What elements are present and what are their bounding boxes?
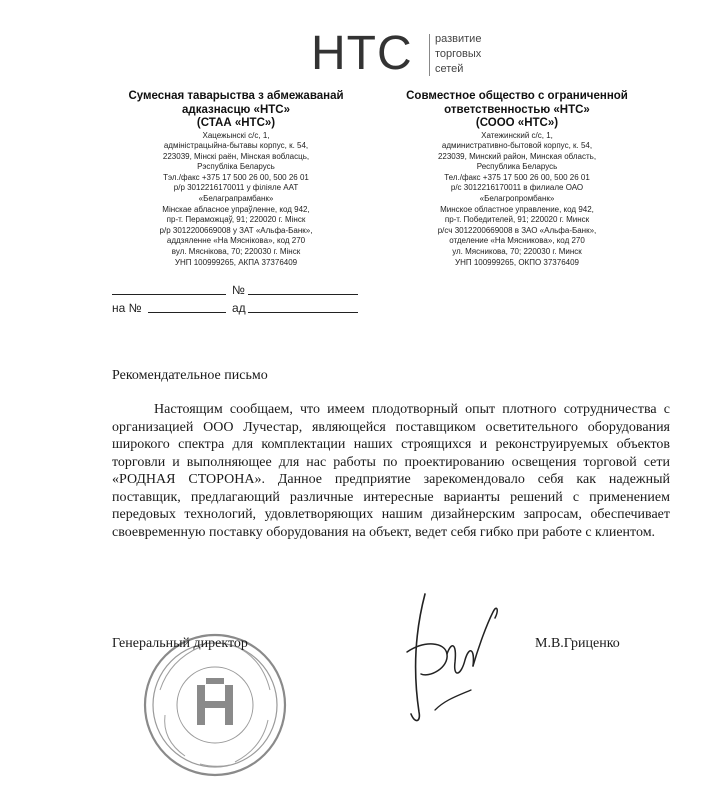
logo-divider	[429, 34, 430, 76]
org-name-line: Совместное общество с ограниченной	[406, 90, 628, 102]
org-name-line: (СООО «НТС»)	[475, 117, 559, 129]
to-number-label: на №	[112, 301, 142, 315]
from-label: ад	[232, 301, 246, 315]
letter-title: Рекомендательное письмо	[112, 368, 268, 383]
org-detail-line: Минское областное управление, код 942,	[440, 204, 594, 214]
org-detail-line: Тел./факс +375 17 500 26 00, 500 26 01	[444, 172, 590, 182]
org-detail-line: пр-т. Пераможцаў, 91; 220020 г. Мінск	[166, 215, 306, 225]
number-blank	[248, 283, 358, 295]
org-detail-line: Хацежынскі с/с, 1,	[202, 130, 270, 140]
logo-tagline	[435, 32, 481, 77]
org-detail-line: Мінскае абласное упраўленне, код 942,	[162, 204, 310, 214]
signatory-name: М.В.Гриценко	[535, 636, 620, 651]
org-detail-line: р/сч 3012200669008 в ЗАО «Альфа-Банк»,	[437, 225, 597, 235]
reference-row-incoming	[112, 301, 362, 319]
to-number-blank	[148, 301, 226, 313]
reference-row-outgoing	[112, 283, 362, 301]
logo-tagline-line: развитие	[435, 33, 482, 45]
logo-tagline-line: сетей	[435, 63, 464, 75]
letter-body	[112, 401, 670, 541]
letter-paragraph: Настоящим сообщаем, что имеем плодотворный опыт плотного сотрудничества с организацией ООО Лучестар, являющейся поставщиком осветительного оборудования широкого спектра для комплектации наших строящихся и реконструируемых объектов торговли и выполняющее для нас работы по проектированию освещения торговой сети «РОДНАЯ СТОРОНА». Данное предприятие зарекомендовало себя как надежный поставщик, предлагающий различные интересные варианты решений с применением передовых технологий, удовлетворяющих нашим дизайнерским запросам, обеспечивает своевременную поставку оборудования на объект, ведет себя гибко при работе с клиентом.	[112, 402, 670, 540]
number-label: №	[232, 283, 245, 297]
org-name-line: Сумесная таварыства з абмежаванай	[128, 90, 344, 102]
org-detail-line: р/р 3012200669008 у ЗАТ «Альфа-Банк»,	[159, 225, 313, 235]
org-detail-line: вул. Мясніковa, 70; 220030 г. Мінск	[171, 247, 301, 257]
company-logo	[311, 26, 511, 82]
org-detail-line: Тэл./факс +375 17 500 26 00, 500 26 01	[163, 172, 309, 182]
org-detail-line: УНП 100999265, ОКПО 37376409	[455, 257, 579, 267]
from-date-blank	[248, 301, 358, 313]
org-detail-line: р/с 3012216170011 в филиале ОАО	[450, 183, 584, 193]
org-detail-line: пр-т. Победителей, 91; 220020 г. Минск	[444, 215, 590, 225]
official-seal-image	[140, 630, 290, 780]
org-detail-line: отделение «На Мясникова», код 270	[449, 236, 585, 246]
org-detail-line: 223039, Минский район, Минская область,	[437, 151, 597, 161]
signature-image	[385, 582, 505, 732]
letterhead-belarusian	[86, 90, 386, 268]
org-detail-line: «Белаграпрамбанк»	[198, 194, 274, 204]
org-detail-line: Рэспубліка Беларусь	[197, 162, 275, 172]
date-blank	[112, 283, 226, 295]
org-detail-line: 223039, Мінскі раён, Мінская вобласць,	[162, 151, 310, 161]
org-name-line: (СТАА «НТС»)	[196, 117, 276, 129]
org-name-line: адказнасцю «НТС»	[182, 103, 290, 116]
org-detail-line: «Белагропромбанк»	[479, 194, 555, 204]
letterhead-russian	[367, 90, 667, 268]
org-detail-line: УНП 100999265, АКПА 37376409	[174, 257, 298, 267]
org-detail-line: Республика Беларусь	[476, 162, 558, 172]
signatory-title: Генеральный директор	[112, 636, 248, 651]
org-detail-line: Хатежинский с/с, 1,	[481, 130, 553, 140]
logo-mark: НТС	[311, 27, 413, 80]
org-detail-line: ул. Мясникова, 70; 220030 г. Минск	[452, 247, 582, 257]
org-detail-line: адміністрацыйна-бытавы корпус, к. 54,	[163, 141, 309, 151]
org-detail-line: аддзяленне «На Мясніковa», код 270	[166, 236, 306, 246]
org-detail-line: р/р 3012216170011 у філіяле ААТ	[173, 183, 299, 193]
reference-block	[112, 283, 362, 319]
org-detail-line: административно-бытовой корпус, к. 54,	[441, 141, 593, 151]
org-name-line: ответственностью «НТС»	[444, 103, 590, 116]
logo-tagline-line: торговых	[435, 48, 482, 60]
